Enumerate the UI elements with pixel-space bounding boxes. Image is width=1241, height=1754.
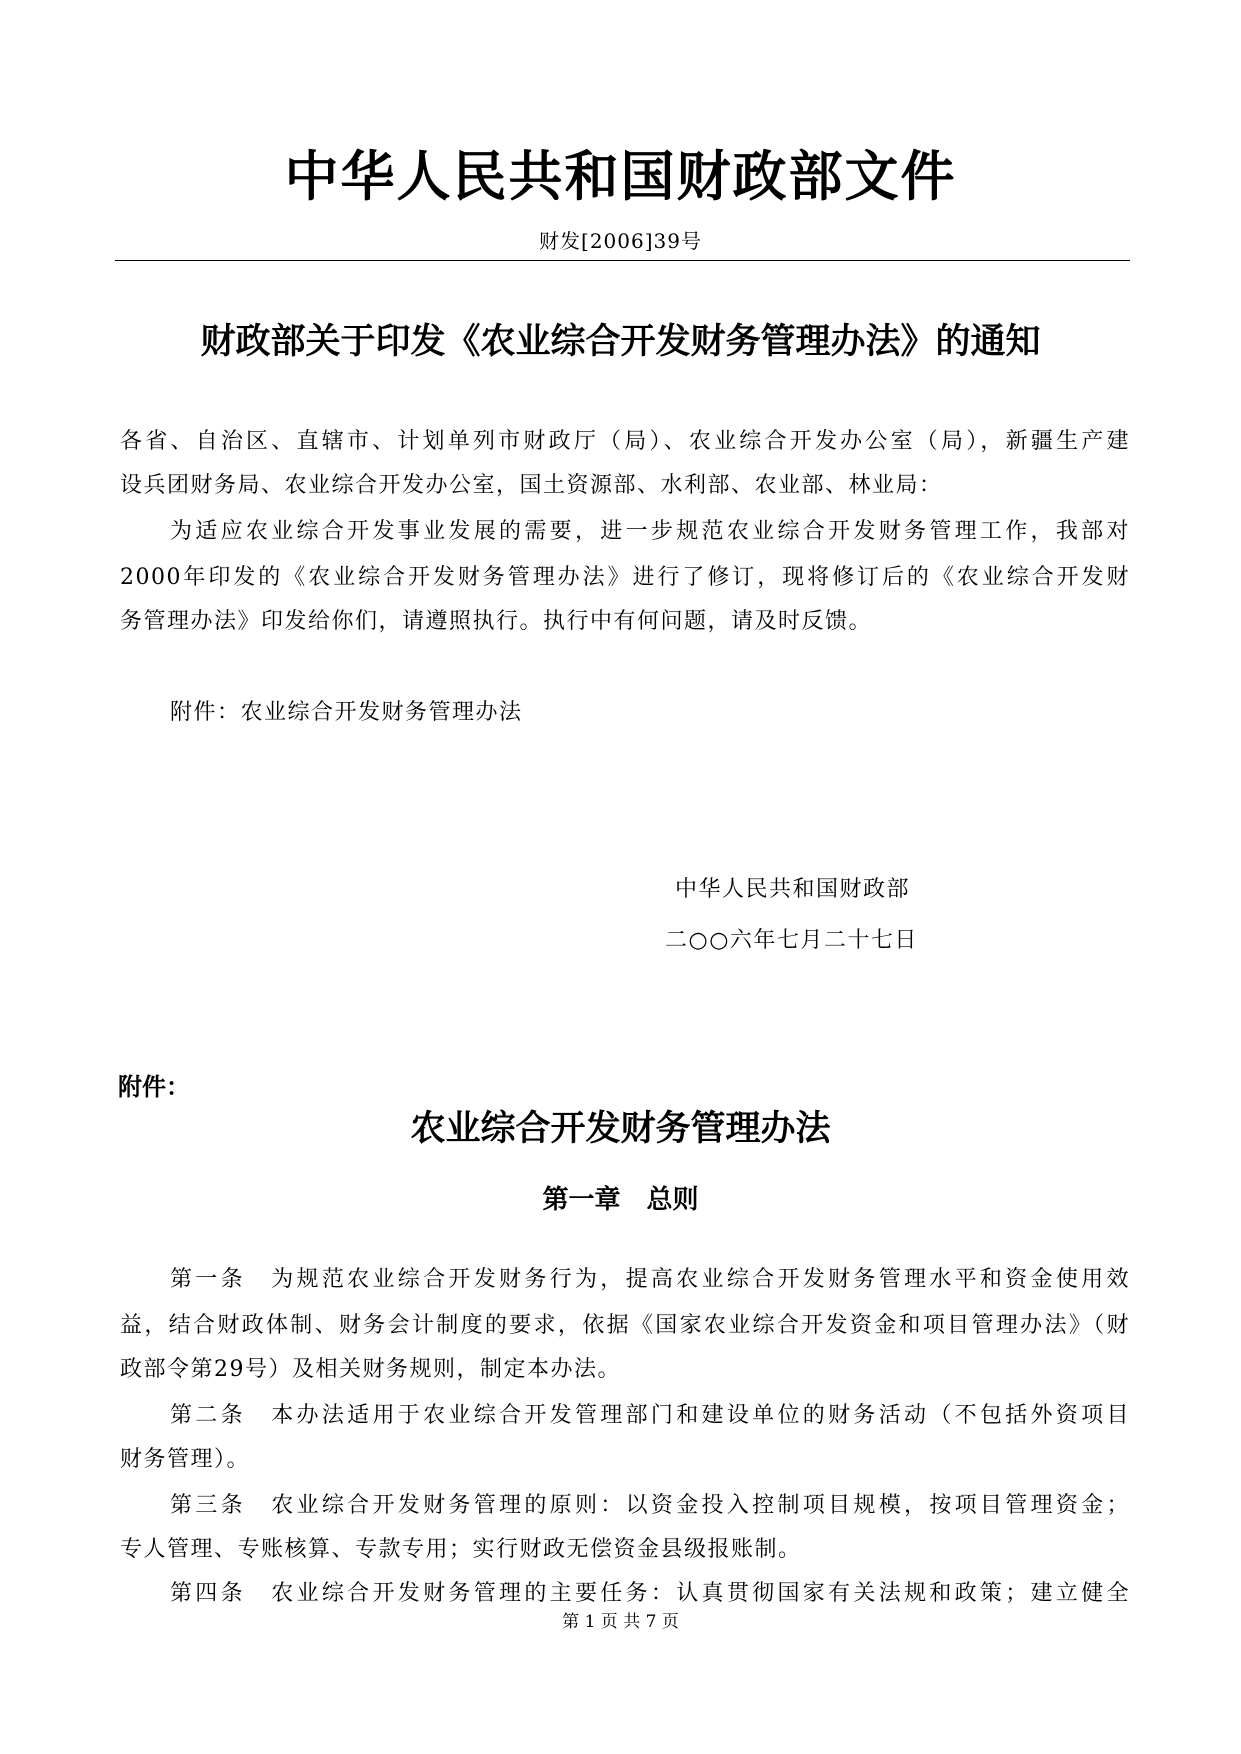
article-3-line-1: 第三条 农业综合开发财务管理的原则：以资金投入控制项目规模，按项目管理资金； (170, 1493, 1130, 1518)
article-1-line-1: 第一条 为规范农业综合开发财务行为，提高农业综合开发财务管理水平和资金使用效 (170, 1267, 1130, 1292)
notice-body-line-3: 务管理办法》印发给你们，请遵照执行。执行中有何问题，请及时反馈。 (120, 609, 873, 634)
notice-title: 财政部关于印发《农业综合开发财务管理办法》的通知 (200, 322, 1041, 362)
article-1-line-2: 益，结合财政体制、财务会计制度的要求，依据《国家农业综合开发资金和项目管理办法》（财 (120, 1313, 1130, 1338)
notice-body-line-1: 为适应农业综合开发事业发展的需要，进一步规范农业综合开发财务管理工作，我部对 (170, 519, 1130, 544)
signature-date: 二○○六年七月二十七日 (665, 928, 918, 953)
attachment-label: 附件： (118, 1073, 190, 1101)
signature-organization: 中华人民共和国财政部 (675, 877, 911, 902)
article-2-line-2: 财务管理）。 (120, 1447, 251, 1472)
chapter-title: 第一章 总则 (542, 1185, 699, 1215)
document-number: 财发[2006]39号 (539, 229, 702, 253)
page-footer: 第 1 页 共 7 页 (562, 1612, 679, 1632)
article-2-line-1: 第二条 本办法适用于农业综合开发管理部门和建设单位的财务活动（不包括外资项目 (170, 1403, 1130, 1428)
recipients-line-1: 各省、自治区、直辖市、计划单列市财政厅（局）、农业综合开发办公室（局），新疆生产建 (120, 429, 1130, 454)
recipients-line-2: 设兵团财务局、农业综合开发办公室，国土资源部、水利部、农业部、林业局： (120, 473, 943, 498)
article-1-line-3: 政部令第29号）及相关财务规则，制定本办法。 (120, 1357, 621, 1382)
notice-attachment: 附件：农业综合开发财务管理办法 (170, 700, 523, 725)
header-divider (115, 260, 1130, 261)
measures-title: 农业综合开发财务管理办法 (410, 1109, 831, 1149)
document-header-title: 中华人民共和国财政部文件 (284, 145, 957, 208)
article-3-line-2: 专人管理、专账核算、专款专用；实行财政无偿资金县级报账制。 (120, 1537, 802, 1562)
notice-body-line-2: 2000年印发的《农业综合开发财务管理办法》进行了修订，现将修订后的《农业综合开发财 (120, 565, 1130, 590)
article-4-line-1: 第四条 农业综合开发财务管理的主要任务：认真贯彻国家有关法规和政策；建立健全 (170, 1581, 1130, 1606)
